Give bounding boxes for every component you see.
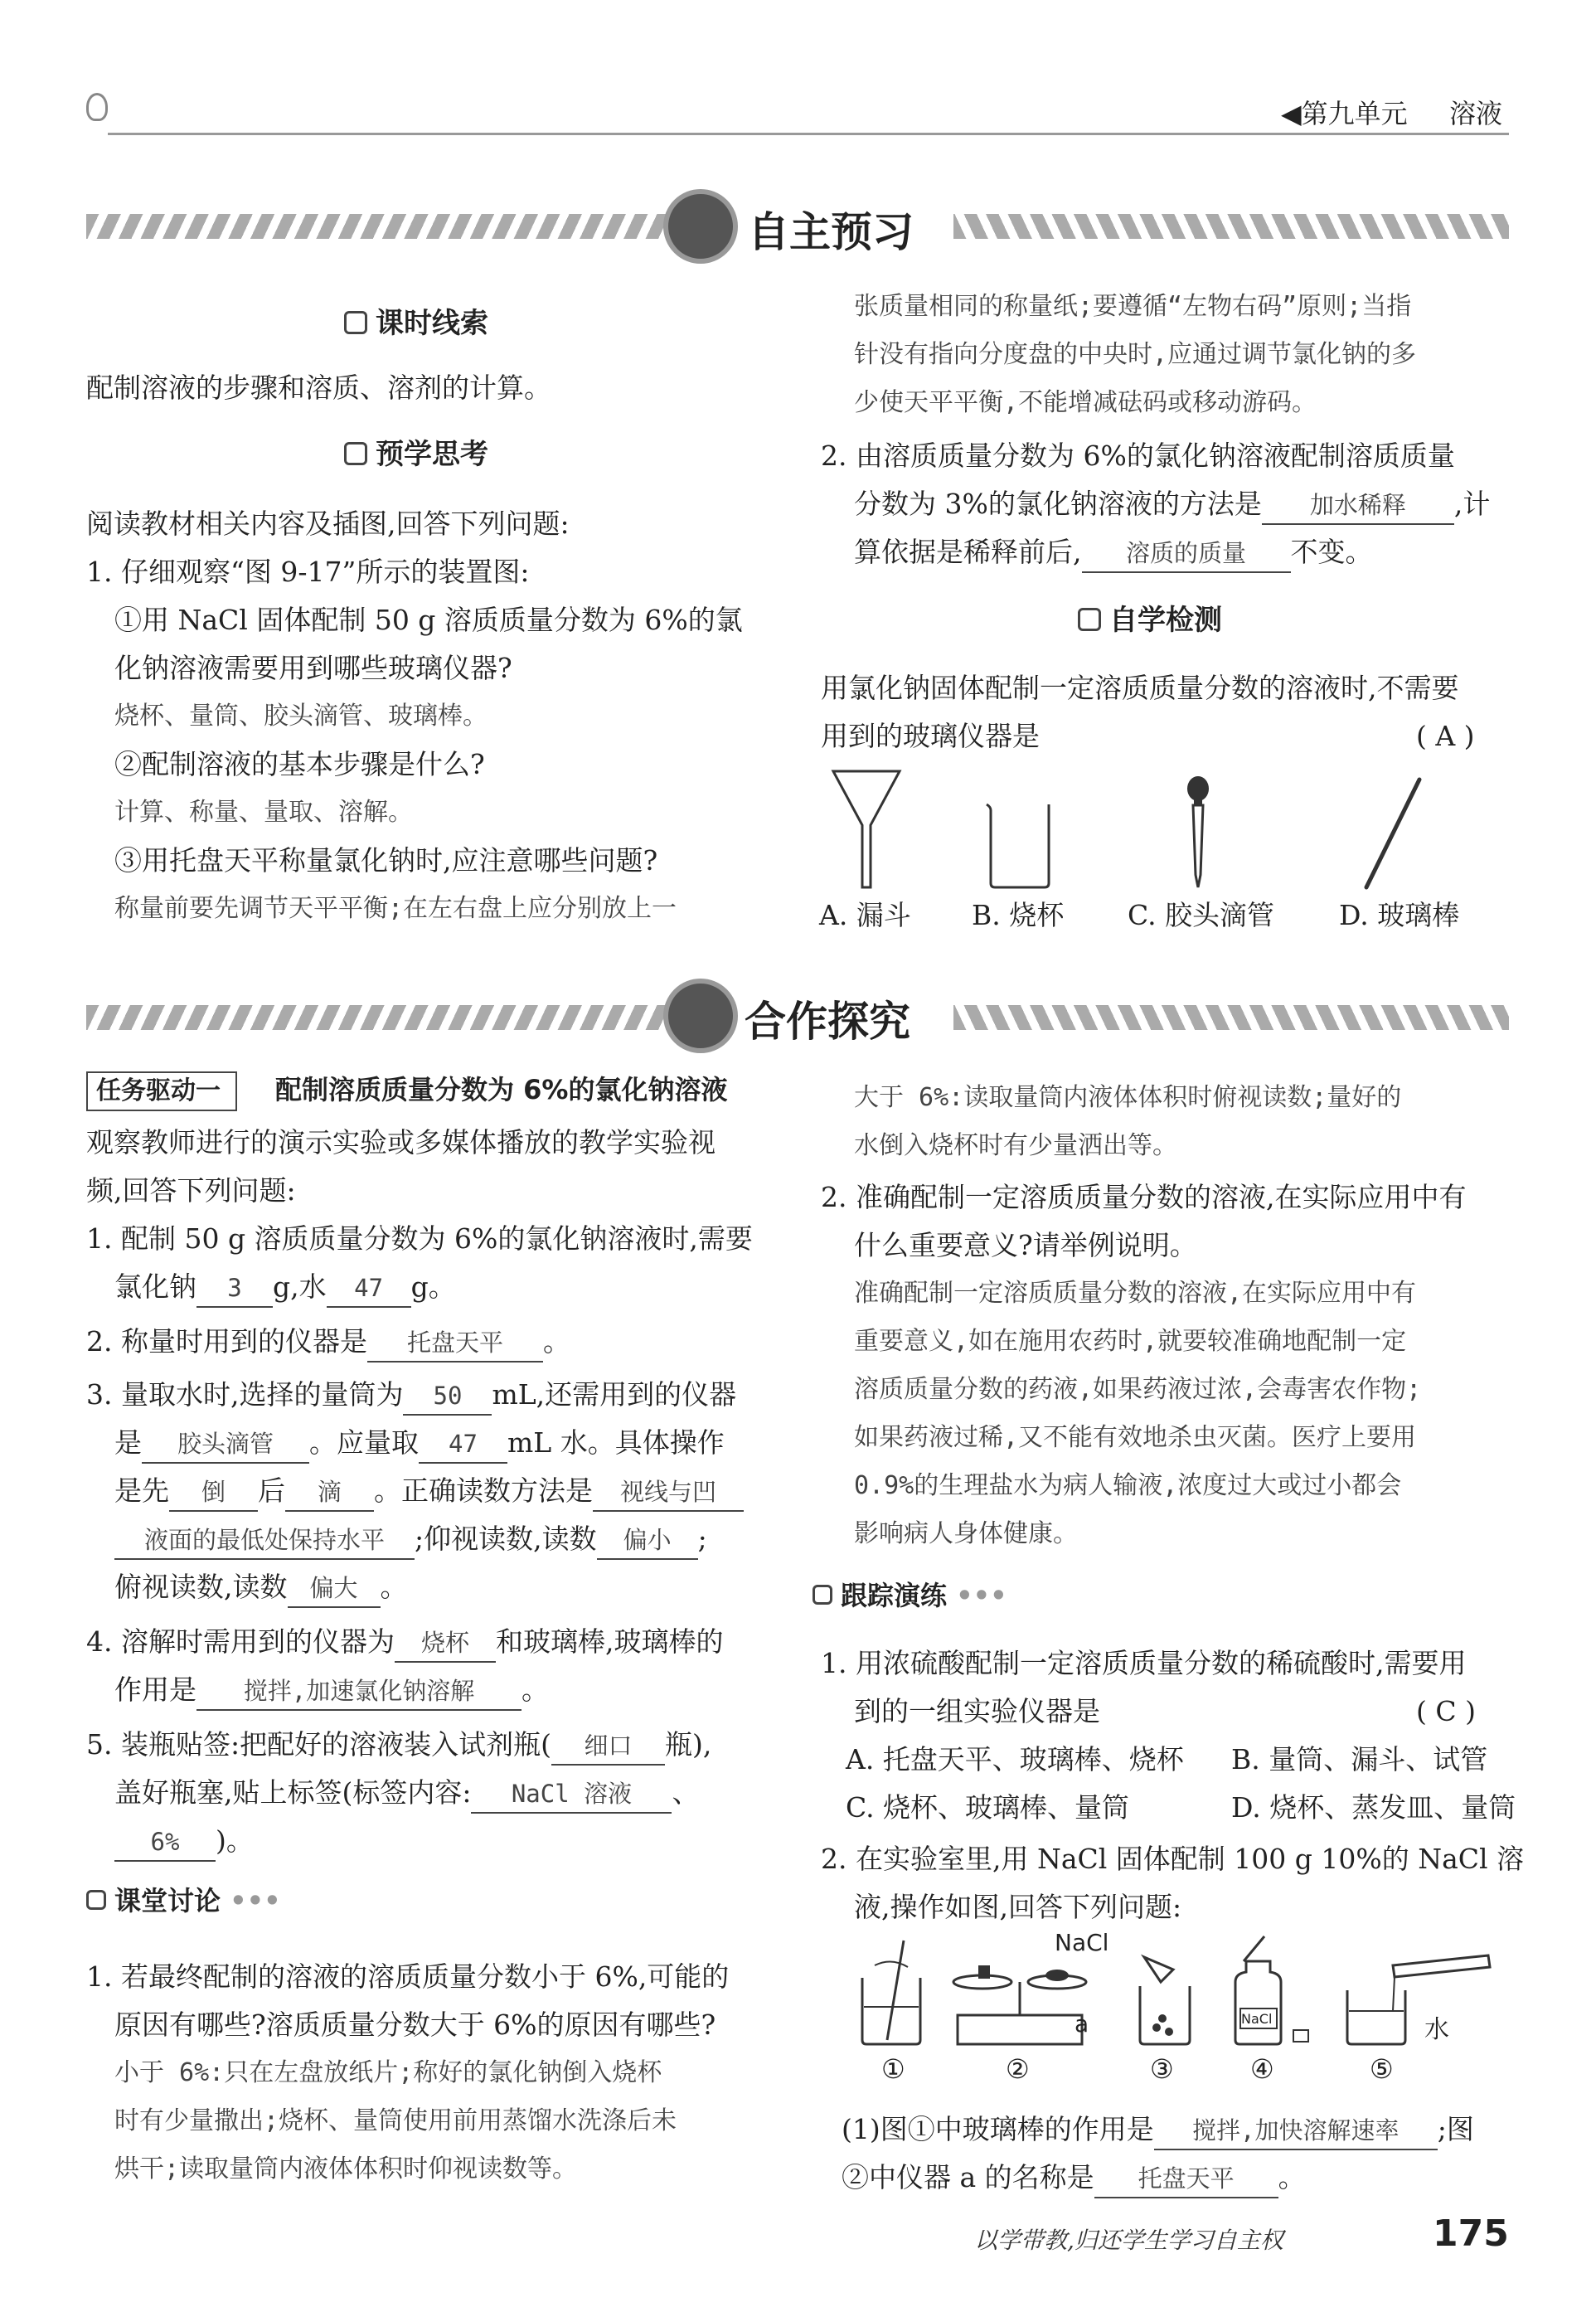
banner-stripe-left xyxy=(86,1005,667,1030)
task-q3-l1 xyxy=(86,1372,736,1418)
book-icon xyxy=(344,442,367,465)
preview-q1c: ③用托盘天平称量氯化钠时,应注意哪些问题? xyxy=(114,844,658,877)
task-q3-l5 xyxy=(114,1564,408,1610)
figure-label-3: ③ xyxy=(1150,2053,1174,2085)
practice-heading xyxy=(813,1577,1007,1614)
dropper-icon xyxy=(1181,775,1215,891)
preview-q1c-answer-3: 针没有指向分度盘的中央时,应通过调节氯化钠的多 xyxy=(854,340,1417,369)
header-rule xyxy=(108,133,1509,135)
selfcheck-answer: ( A ) xyxy=(1416,720,1475,752)
preview-q1a-l1: ①用 NaCl 固体配制 50 g 溶质质量分数为 6%的氯 xyxy=(114,604,743,636)
preview-q1b-answer: 计算、称量、量取、溶解。 xyxy=(114,798,413,827)
text: 盖好瓶塞,贴上标签(标签内容: xyxy=(114,1776,472,1809)
text: 。 xyxy=(542,1325,570,1358)
discussion-a5: 水倒入烧杯时有少量洒出等。 xyxy=(854,1131,1177,1160)
text: 2. 称量时用到的仪器是 xyxy=(86,1325,367,1358)
section-title-explore: 合作探究 xyxy=(745,998,910,1046)
text: ;仰视读数,读数 xyxy=(415,1523,597,1555)
answer-blank: 偏大 xyxy=(288,1570,381,1608)
discussion-q2-l2: 什么重要意义?请举例说明。 xyxy=(854,1229,1197,1261)
figure-label-1: ① xyxy=(881,2053,905,2085)
practice-q1-option-d: D. 烧杯、蒸发皿、量筒 xyxy=(1231,1791,1516,1824)
answer-blank: 47 xyxy=(419,1426,507,1464)
pouring-water-figure xyxy=(1347,1955,1490,2044)
discussion-q2-l1: 2. 准确配制一定溶质质量分数的溶液,在实际应用中有 xyxy=(821,1181,1467,1213)
text: 。 xyxy=(380,1571,408,1603)
practice-q1-l2: 到的一组实验仪器是 xyxy=(854,1695,1100,1727)
task-q4-l1 xyxy=(86,1619,723,1665)
text: mL,还需用到的仪器 xyxy=(492,1378,737,1411)
preview-q1a-l2: 化钠溶液需要用到哪些玻璃仪器? xyxy=(114,652,512,684)
text: 算依据是稀释前后, xyxy=(854,536,1082,568)
text: ,计 xyxy=(1453,488,1491,520)
pouring-solid-figure xyxy=(1140,1957,1190,2044)
task-tag xyxy=(86,1071,237,1111)
header-topic: 溶液 xyxy=(1449,98,1503,129)
task-intro-l2: 频,回答下列问题: xyxy=(86,1174,296,1207)
beaker-icon xyxy=(982,800,1057,891)
funnel-icon xyxy=(829,767,904,891)
task-q3-l3 xyxy=(114,1468,744,1514)
discussion-a2: 时有少量撒出;烧杯、量筒使用前用蒸馏水洗涤后未 xyxy=(114,2106,677,2135)
figure-a-label: a xyxy=(1075,2010,1089,2038)
lesson-clues-heading: 课时线索 xyxy=(344,300,488,341)
reagent-bottle-figure xyxy=(1235,1936,1308,2044)
task-q5-l2 xyxy=(114,1770,699,1816)
discussion-heading xyxy=(86,1882,281,1919)
task-q5-l1 xyxy=(86,1722,711,1768)
preview-q1: 1. 仔细观察“图 9-17”所示的装置图: xyxy=(86,556,530,588)
lesson-clues-text: 配制溶液的步骤和溶质、溶剂的计算。 xyxy=(86,372,551,404)
text: 分数为 3%的氯化钠溶液的方法是 xyxy=(854,488,1262,520)
book-icon xyxy=(344,311,367,334)
practice-q1-option-c: C. 烧杯、玻璃棒、量筒 xyxy=(846,1791,1130,1824)
text: g,水 xyxy=(273,1270,327,1303)
practice-title: 跟踪演练 xyxy=(841,1580,948,1611)
text: g。 xyxy=(410,1270,456,1303)
figure-water-label: 水 xyxy=(1424,2015,1449,2044)
discussion-b2: 重要意义,如在施用农药时,就要较准确地配制一定 xyxy=(854,1327,1407,1356)
answer-blank: 偏小 xyxy=(597,1522,698,1560)
answer-blank: 47 xyxy=(327,1270,411,1308)
banner-stripe-right xyxy=(953,1005,1509,1030)
dissolving-beaker-figure xyxy=(862,1941,920,2044)
answer-blank: 搅拌,加速氯化钠溶解 xyxy=(196,1673,521,1711)
text: ; xyxy=(697,1523,707,1555)
balance-figure xyxy=(953,1965,1086,2044)
task-q1-l2 xyxy=(114,1264,456,1310)
checklist-icon xyxy=(1078,608,1101,631)
header-unit: ◀第九单元 xyxy=(1281,98,1408,129)
preview-q2-l1: 2. 由溶质质量分数为 6%的氯化钠溶液配制溶质质量 xyxy=(821,440,1455,472)
task-q2 xyxy=(86,1319,570,1365)
answer-blank: 6% xyxy=(114,1824,216,1862)
selfcheck-question-l1: 用氯化钠固体配制一定溶质质量分数的溶液时,不需要 xyxy=(821,672,1459,704)
practice-sub1 xyxy=(842,2106,1474,2153)
preview-q2-l3 xyxy=(854,529,1373,576)
discussion-b3: 溶质质量分数的药液,如果药液过浓,会毒害农作物; xyxy=(854,1375,1422,1404)
preview-q1c-answer-2: 张质量相同的称量纸;要遵循“左物右码”原则;当指 xyxy=(854,292,1412,321)
figure-label-5: ⑤ xyxy=(1370,2053,1394,2085)
answer-blank: 50 xyxy=(403,1377,492,1416)
footer-slogan: 以学带教,归还学生学习自主权 xyxy=(974,2227,1283,2254)
answer-blank: 胶头滴管 xyxy=(142,1426,309,1464)
section-title-preview: 自主预习 xyxy=(748,208,914,256)
task-tag-label: 任务驱动一 xyxy=(96,1076,221,1105)
figure-label-2: ② xyxy=(1006,2053,1030,2085)
answer-blank: 搅拌,加快溶解速率 xyxy=(1154,2112,1438,2150)
text: (1)图①中玻璃棒的作用是 xyxy=(842,2113,1154,2145)
text: 。应量取 xyxy=(309,1426,419,1459)
discussion-q1-l2: 原因有哪些?溶质质量分数大于 6%的原因有哪些? xyxy=(114,2009,716,2041)
practice-q2-l2: 液,操作如图,回答下列问题: xyxy=(854,1891,1182,1923)
task-q1-l1: 1. 配制 50 g 溶质质量分数为 6%的氯化钠溶液时,需要 xyxy=(86,1222,753,1255)
preview-q2-l2 xyxy=(854,481,1490,527)
answer-blank: 溶质的质量 xyxy=(1082,535,1291,573)
text: 和玻璃棒,玻璃棒的 xyxy=(495,1625,724,1658)
answer-blank: 滴 xyxy=(285,1474,374,1512)
figure-nacl-label: NaCl xyxy=(1055,1929,1109,1956)
preview-q1a-answer: 烧杯、量筒、胶头滴管、玻璃棒。 xyxy=(114,702,488,731)
answer-blank: 托盘天平 xyxy=(1094,2160,1278,2198)
answer-blank: NaCl 溶液 xyxy=(471,1775,672,1814)
pencil-icon xyxy=(86,1890,106,1910)
section-icon xyxy=(663,189,738,264)
banner-stripe-right xyxy=(953,214,1509,239)
text: 3. 量取水时,选择的量筒为 xyxy=(86,1378,404,1411)
answer-blank: 3 xyxy=(196,1270,273,1308)
option-c: C. 胶头滴管 xyxy=(1128,899,1275,931)
text: 后 xyxy=(258,1474,285,1507)
practice-q2-l1: 2. 在实验室里,用 NaCl 固体配制 100 g 10%的 NaCl 溶 xyxy=(821,1843,1525,1875)
banner-stripe-left xyxy=(86,214,667,239)
discussion-title: 课堂讨论 xyxy=(114,1885,221,1916)
discussion-b6: 影响病人身体健康。 xyxy=(854,1519,1078,1548)
discussion-b5: 0.9%的生理盐水为病人输液,浓度过大或过小都会 xyxy=(854,1471,1402,1500)
practice-q1-answer: ( C ) xyxy=(1416,1695,1476,1727)
lightbulb-icon xyxy=(86,93,108,121)
discussion-a4: 大于 6%:读取量筒内液体体积时俯视读数;量好的 xyxy=(854,1083,1402,1112)
preview-intro: 阅读教材相关内容及插图,回答下列问题: xyxy=(86,508,570,540)
answer-blank: 细口 xyxy=(551,1727,665,1766)
practice-sub2 xyxy=(842,2154,1306,2201)
answer-blank: 视线与凹 xyxy=(593,1474,744,1512)
selfcheck-heading: 自学检测 xyxy=(1078,597,1222,638)
task-q4-l2 xyxy=(114,1667,549,1713)
preview-q1b: ②配制溶液的基本步骤是什么? xyxy=(114,748,485,780)
discussion-a3: 烘干;读取量筒内液体体积时仰视读数等。 xyxy=(114,2154,578,2183)
text: 氯化钠 xyxy=(114,1270,196,1303)
text: ②中仪器 a 的名称是 xyxy=(842,2161,1094,2193)
glass-rod-icon xyxy=(1360,775,1426,891)
text: mL 水。具体操作 xyxy=(507,1426,725,1459)
answer-blank: 加水稀释 xyxy=(1262,487,1454,525)
practice-q1-l1: 1. 用浓硫酸配制一定溶质质量分数的稀硫酸时,需要用 xyxy=(821,1647,1467,1679)
task-title: 配制溶质质量分数为 6%的氯化钠溶液 xyxy=(275,1074,728,1105)
dots-decoration: ••• xyxy=(947,1580,1007,1611)
preview-heading: 预学思考 xyxy=(344,431,488,472)
text: 。 xyxy=(521,1673,549,1706)
text: 不变。 xyxy=(1290,536,1373,568)
text: 4. 溶解时需用到的仪器为 xyxy=(86,1625,395,1658)
section-icon xyxy=(663,979,738,1053)
task-q3-l4 xyxy=(114,1516,707,1562)
answer-blank: 托盘天平 xyxy=(367,1324,543,1363)
practice-q1-option-b: B. 量筒、漏斗、试管 xyxy=(1231,1743,1488,1775)
text: 。正确读数方法是 xyxy=(374,1474,593,1507)
text: 是先 xyxy=(114,1474,169,1507)
text: ;图 xyxy=(1437,2113,1474,2145)
discussion-q1-l1: 1. 若最终配制的溶液的溶质质量分数小于 6%,可能的 xyxy=(86,1960,730,1993)
selfcheck-question-l2: 用到的玻璃仪器是 xyxy=(821,720,1040,752)
text: 作用是 xyxy=(114,1673,196,1706)
text: 俯视读数,读数 xyxy=(114,1571,288,1603)
answer-blank: 倒 xyxy=(169,1474,258,1512)
discussion-b4: 如果药液过稀,又不能有效地杀虫灭菌。医疗上要用 xyxy=(854,1423,1417,1452)
dots-decoration: ••• xyxy=(221,1885,281,1916)
task-intro-l1: 观察教师进行的演示实验或多媒体播放的教学实验视 xyxy=(86,1126,716,1158)
task-q3-l2 xyxy=(114,1420,725,1466)
page-number: 175 xyxy=(1433,2213,1509,2255)
preview-q1c-answer-1: 称量前要先调节天平平衡;在左右盘上应分别放上一 xyxy=(114,894,677,923)
answer-blank: 烧杯 xyxy=(395,1625,496,1663)
task-q5-l3 xyxy=(114,1818,254,1864)
text: 。 xyxy=(1278,2161,1306,2193)
text: 、 xyxy=(672,1776,700,1809)
figure-bottle-label: NaCl xyxy=(1241,2011,1273,2027)
option-a: A. 漏斗 xyxy=(819,899,911,931)
pencil-icon xyxy=(813,1585,832,1605)
answer-blank: 液面的最低处保持水平 xyxy=(114,1522,415,1560)
figure-label-4: ④ xyxy=(1250,2053,1274,2085)
text: 是 xyxy=(114,1426,142,1459)
option-d: D. 玻璃棒 xyxy=(1339,899,1460,931)
text: 5. 装瓶贴签:把配好的溶液装入试剂瓶( xyxy=(86,1728,551,1761)
text: 瓶), xyxy=(664,1728,712,1761)
discussion-b1: 准确配制一定溶质质量分数的溶液,在实际应用中有 xyxy=(854,1279,1417,1308)
practice-q1-option-a: A. 托盘天平、玻璃棒、烧杯 xyxy=(846,1743,1184,1775)
discussion-a1: 小于 6%:只在左盘放纸片;称好的氯化钠倒入烧杯 xyxy=(114,2058,662,2087)
text: )。 xyxy=(216,1824,254,1857)
option-b: B. 烧杯 xyxy=(972,899,1065,931)
preview-q1c-answer-4: 少使天平平衡,不能增减砝码或移动游码。 xyxy=(854,388,1317,417)
